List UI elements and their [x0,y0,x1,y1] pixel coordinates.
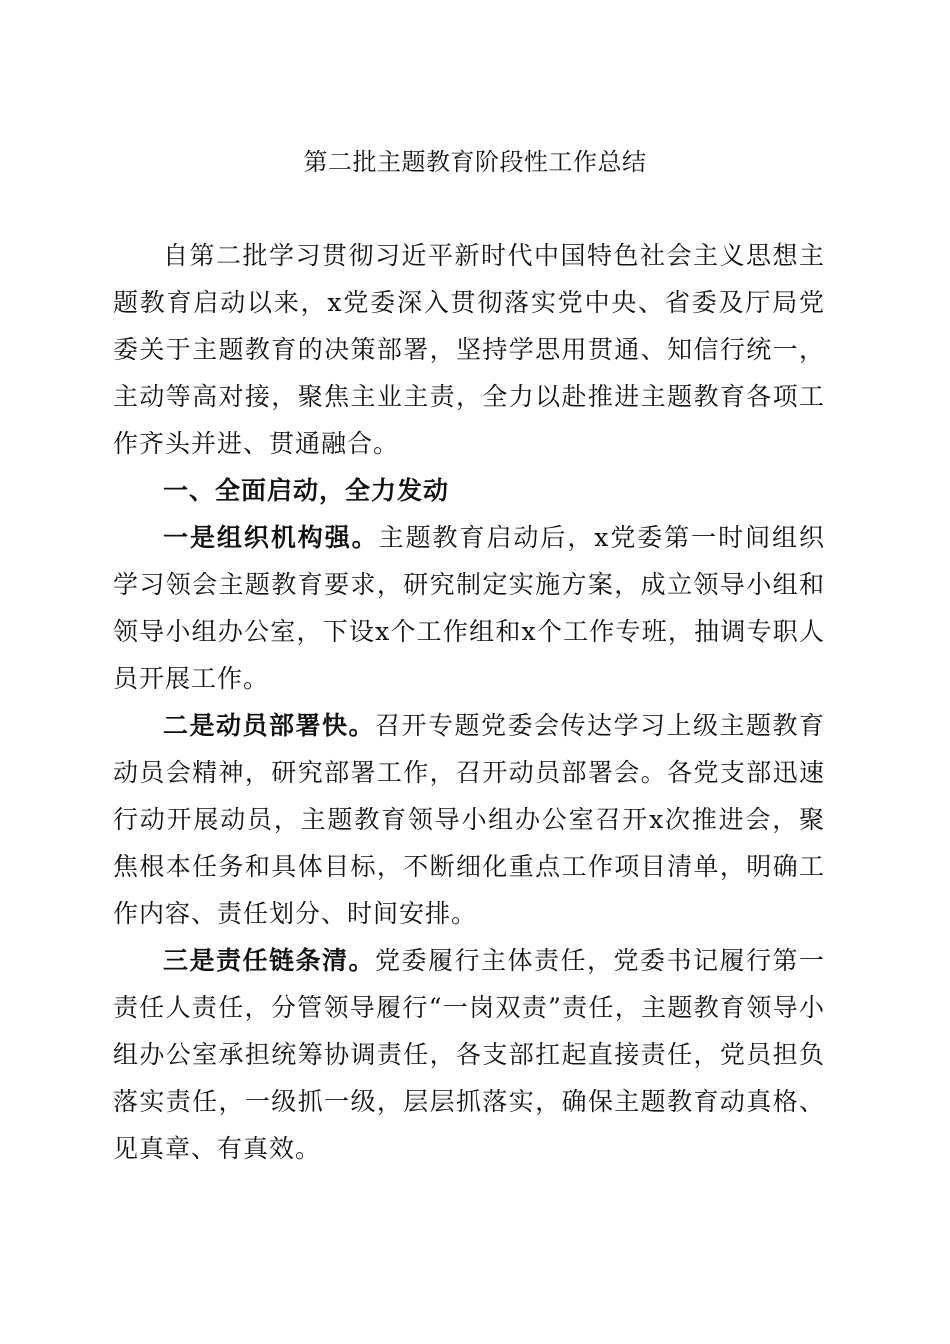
item-lead-3: 三是责任链条清。 [163,946,375,975]
document-body [113,232,825,1172]
item-paragraph-2 [113,702,825,937]
item-paragraph-3 [113,937,825,1172]
document-title: 第二批主题教育阶段性工作总结 [303,148,647,176]
intro-paragraph: 自第二批学习贯彻习近平新时代中国特色社会主义思想主题教育启动以来，x党委深入贯彻落实党中央、省委及厅局党委关于主题教育的决策部署，坚持学思用贯通、知信行统一，主动等高对接，聚焦主业主责，全力以赴推进主题教育各项工作齐头并进、贯通融合。 [113,241,825,458]
item-text-2: 召开专题党委会传达学习上级主题教育动员会精神，研究部署工作，召开动员部署会。各党支部迅速行动开展动员，主题教育领导小组办公室召开x次推进会，聚焦根本任务和具体目标，不断细化重点工作项目清单，明确工作内容、责任划分、时间安排。 [113,711,825,928]
item-text-1: 主题教育启动后，x党委第一时间组织学习领会主题教育要求，研究制定实施方案，成立领导小组和领导小组办公室，下设x个工作组和x个工作专班，抽调专职人员开展工作。 [113,523,825,693]
item-paragraph-1 [113,514,825,702]
item-lead-1: 一是组织机构强。 [163,523,379,552]
item-lead-2: 二是动员部署快。 [163,711,375,740]
item-text-3: 党委履行主体责任，党委书记履行第一责任人责任，分管领导履行“一岗双责”责任，主题教育领导小组办公室承担统筹协调责任，各支部扛起直接责任，党员担负落实责任，一级抓一级，层层抓落实，确保主题教育动真格、见真章、有真效。 [113,946,825,1163]
section-heading-1: 一、全面启动，全力发动 [163,476,450,505]
